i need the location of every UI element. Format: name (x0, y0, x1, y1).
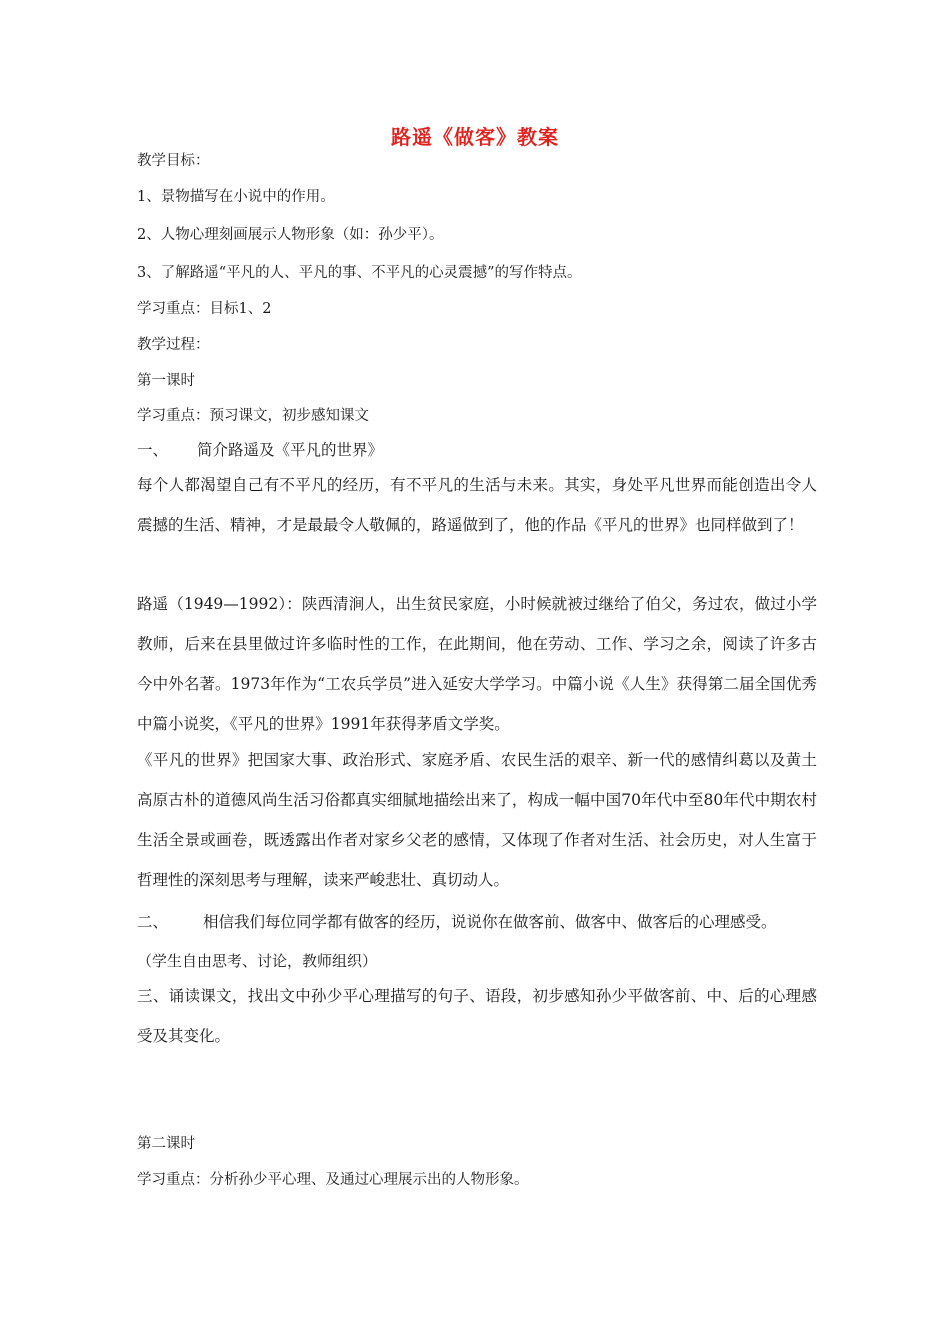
section2-number: 二、 (137, 913, 169, 931)
lesson1-focus: 学习重点：预习课文，初步感知课文 (137, 408, 369, 424)
section1-title: 简介路遥及《平凡的世界》 (197, 441, 384, 459)
goal-item-2: 2、人物心理刻画展示人物形象（如：孙少平）。 (137, 227, 444, 243)
paragraph-biography: 路遥（1949—1992）：陕西清涧人，出生贫民家庭，小时候就被过继给了伯父，务过农，做过小学教师，后来在县里做过许多临时性的工作，在此期间，他在劳动、工作、学习之余，阅读了许多古今中外名著。1973年作为“工农兵学员”进入延安大学学习。中篇小说《人生》获得第二届全国优秀中篇小说奖，《平凡的世界》1991年获得茅盾文学奖。 (137, 595, 817, 733)
lesson1-heading: 第一课时 (137, 373, 195, 389)
lesson2-heading: 第二课时 (137, 1136, 195, 1152)
paragraph-intro: 每个人都渴望自己有不平凡的经历，有不平凡的生活与未来。其实，身处平凡世界而能创造出令人震撼的生活、精神，才是最最令人敬佩的，路遥做到了，他的作品《平凡的世界》也同样做到了！ (137, 476, 817, 534)
section2-text: 相信我们每位同学都有做客的经历，说说你在做客前、做客中、做客后的心理感受。 (203, 913, 777, 931)
goals-heading: 教学目标： (137, 153, 210, 169)
lesson2-focus: 学习重点：分析孙少平心理、及通过心理展示出的人物形象。 (137, 1172, 529, 1188)
paragraph-novel: 《平凡的世界》把国家大事、政治形式、家庭矛盾、农民生活的艰辛、新一代的感情纠葛以及黄土高原古朴的道德风尚生活习俗都真实细腻地描绘出来了，构成一幅中国70年代中至80年代中期农村生活全景或画卷，既透露出作者对家乡父老的感情，又体现了作者对生活、社会历史，对人生富于哲理性的深刻思考与理解，读来严峻悲壮、真切动人。 (137, 751, 817, 889)
section1-number: 一、 (137, 441, 169, 459)
study-focus: 学习重点：目标1、2 (137, 301, 272, 317)
section1-heading (137, 439, 383, 461)
document-title: 路遥《做客》教案 (391, 125, 559, 149)
goal-item-3: 3、了解路遥“平凡的人、平凡的事、不平凡的心灵震撼”的写作特点。 (137, 265, 582, 281)
process-heading: 教学过程： (137, 337, 210, 353)
goal-item-1: 1、景物描写在小说中的作用。 (137, 189, 335, 205)
section2-note: （学生自由思考、讨论，教师组织） (137, 952, 378, 970)
section2-heading (137, 911, 777, 933)
section3-paragraph: 三、诵读课文，找出文中孙少平心理描写的句子、语段，初步感知孙少平做客前、中、后的心理感受及其变化。 (137, 987, 817, 1045)
